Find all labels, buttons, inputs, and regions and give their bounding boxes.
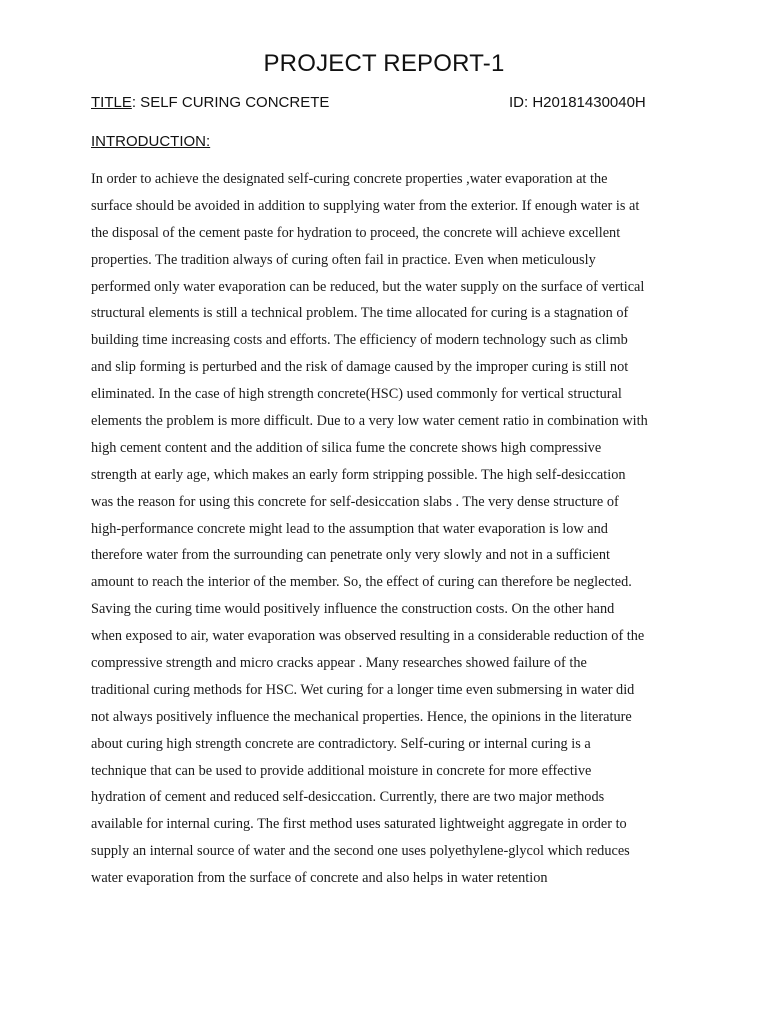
title-separator: : — [131, 94, 137, 111]
title-key-label: TITLE — [91, 94, 132, 111]
paragraph-line: amount to reach the interior of the member. So, the effect of curing can therefore be neglected. — [91, 574, 632, 591]
paragraph-line: high-performance concrete might lead to the assumption that water evaporation is low and — [91, 520, 608, 537]
paragraph-line: surface should be avoided in addition to supplying water from the exterior. If enough water is at — [91, 197, 640, 214]
paragraph-line: performed only water evaporation can be reduced, but the water supply on the surface of vertical — [91, 278, 645, 295]
paragraph-line: about curing high strength concrete are contradictory. Self-curing or internal curing is a — [91, 735, 591, 752]
paragraph-line: water evaporation from the surface of concrete and also helps in water retention — [91, 870, 548, 887]
paragraph-line: structural elements is still a technical problem. The time allocated for curing is a stagnation of — [91, 305, 629, 322]
paragraph-line: compressive strength and micro cracks appear . Many researches showed failure of the — [91, 655, 587, 672]
paragraph-line: was the reason for using this concrete for self-desiccation slabs . The very dense structure of — [91, 493, 619, 510]
paragraph-line: strength at early age, which makes an early form stripping possible. The high self-desiccation — [91, 466, 626, 483]
paragraph-line: Saving the curing time would positively influence the construction costs. On the other hand — [91, 601, 615, 618]
paragraph-line: when exposed to air, water evaporation was observed resulting in a considerable reduction of the — [91, 628, 645, 645]
introduction-paragraph — [91, 166, 691, 892]
paragraph-line: the disposal of the cement paste for hydration to proceed, the concrete will achieve excellent — [91, 224, 621, 241]
report-title-line — [91, 94, 329, 111]
paragraph-line: hydration of cement and reduced self-desiccation. Currently, there are two major methods — [91, 789, 605, 806]
paragraph-line: high cement content and the addition of silica fume the concrete shows high compressive — [91, 439, 602, 456]
report-id: ID: H20181430040H — [509, 94, 646, 111]
paragraph-line: traditional curing methods for HSC. Wet curing for a longer time even submersing in water did — [91, 681, 635, 698]
paragraph-line: technique that can be used to provide additional moisture in concrete for more effective — [91, 762, 592, 779]
section-heading-introduction: INTRODUCTION: — [91, 133, 211, 150]
paragraph-line: not always positively influence the mechanical properties. Hence, the opinions in the literature — [91, 708, 632, 725]
page-title: PROJECT REPORT-1 — [263, 50, 505, 77]
paragraph-line: eliminated. In the case of high strength concrete(HSC) used commonly for vertical structural — [91, 386, 622, 403]
paragraph-line: building time increasing costs and efforts. The efficiency of modern technology such as climb — [91, 332, 628, 349]
paragraph-line: properties. The tradition always of curing often fail in practice. Even when meticulously — [91, 251, 596, 268]
paragraph-line: elements the problem is more difficult. Due to a very low water cement ratio in combination with — [91, 413, 648, 430]
paragraph-line: therefore water from the surrounding can penetrate only very slowly and not in a sufficient — [91, 547, 611, 564]
paragraph-line: supply an internal source of water and the second one uses polyethylene-glycol which reduces — [91, 843, 630, 860]
paragraph-line: In order to achieve the designated self-curing concrete properties ,water evaporation at the — [91, 171, 608, 187]
report-title-value: SELF CURING CONCRETE — [136, 94, 330, 111]
paragraph-line: available for internal curing. The first method uses saturated lightweight aggregate in order to — [91, 816, 627, 833]
paragraph-line: and slip forming is perturbed and the risk of damage caused by the improper curing is still not — [91, 359, 629, 376]
report-meta-row — [91, 94, 671, 116]
